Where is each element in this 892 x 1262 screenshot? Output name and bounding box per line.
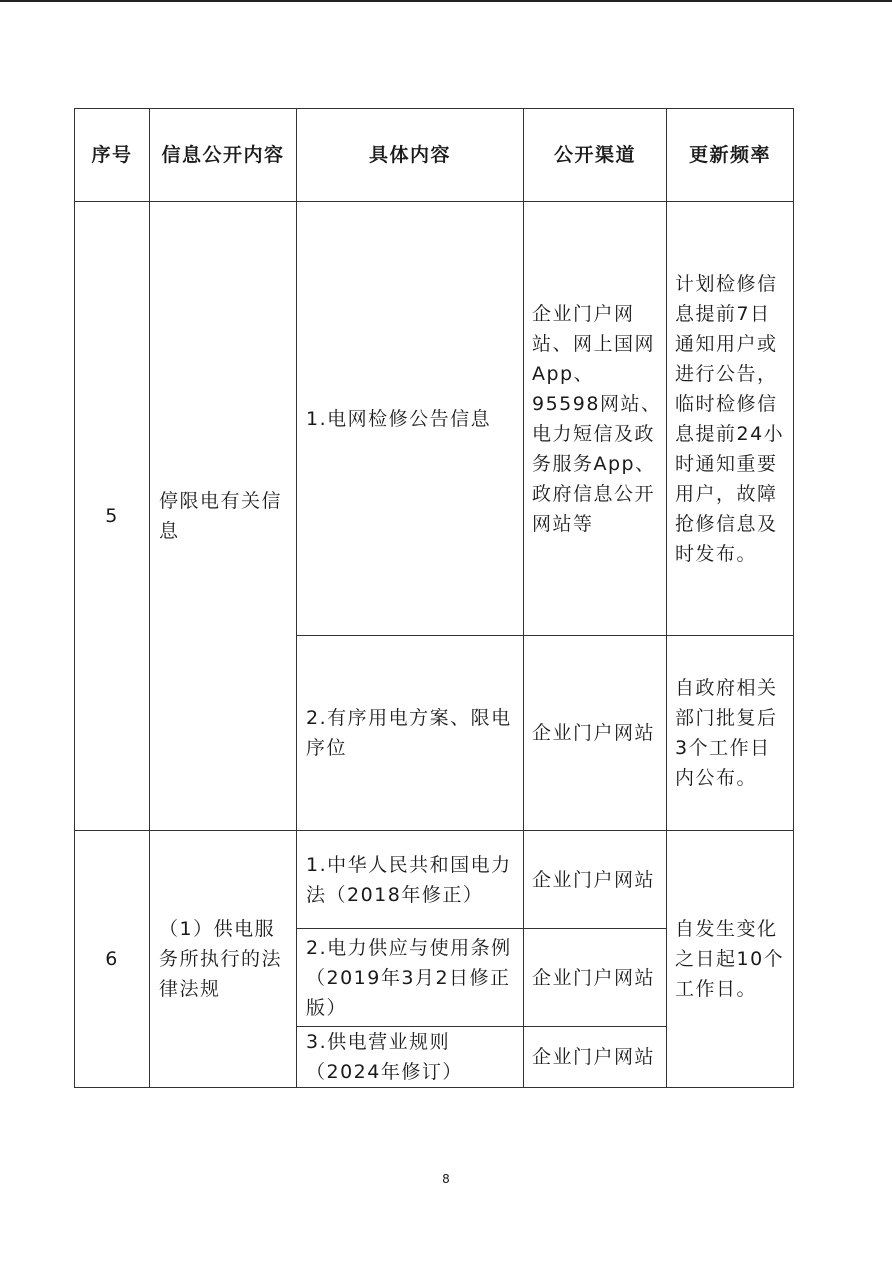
content-cell: 1.中华人民共和国电力法（2018年修正） xyxy=(297,831,524,929)
content-cell: 1.电网检修公告信息 xyxy=(297,202,524,636)
header-category: 信息公开内容 xyxy=(150,109,297,202)
row-index-6: 6 xyxy=(75,831,150,1088)
channel-cell: 企业门户网站 xyxy=(524,1027,667,1088)
table-row xyxy=(75,831,794,929)
header-frequency: 更新频率 xyxy=(667,109,794,202)
row-index-5: 5 xyxy=(75,202,150,831)
header-content: 具体内容 xyxy=(297,109,524,202)
table-header-row xyxy=(75,109,794,202)
header-index: 序号 xyxy=(75,109,150,202)
content-cell: 2.电力供应与使用条例（2019年3月2日修正版） xyxy=(297,929,524,1027)
channel-cell: 企业门户网站 xyxy=(524,636,667,831)
channel-cell: 企业门户网站 xyxy=(524,929,667,1027)
content-cell: 3.供电营业规则（2024年修订） xyxy=(297,1027,524,1088)
row-category-6: （1）供电服务所执行的法律法规 xyxy=(150,831,297,1088)
channel-cell: 企业门户网站 xyxy=(524,831,667,929)
info-disclosure-table xyxy=(74,108,794,1088)
table-row xyxy=(75,202,794,636)
frequency-cell: 计划检修信息提前7日通知用户或进行公告，临时检修信息提前24小时通知重要用户，故障抢修信息及时发布。 xyxy=(667,202,794,636)
header-channel: 公开渠道 xyxy=(524,109,667,202)
frequency-cell: 自政府相关部门批复后3个工作日内公布。 xyxy=(667,636,794,831)
page-number: 8 xyxy=(442,1172,450,1186)
frequency-cell: 自发生变化之日起10个工作日。 xyxy=(667,831,794,1088)
content-cell: 2.有序用电方案、限电序位 xyxy=(297,636,524,831)
row-category-5: 停限电有关信息 xyxy=(150,202,297,831)
channel-cell: 企业门户网站、网上国网App、95598网站、电力短信及政务服务App、政府信息公开网站等 xyxy=(524,202,667,636)
top-border-line xyxy=(0,0,892,2)
